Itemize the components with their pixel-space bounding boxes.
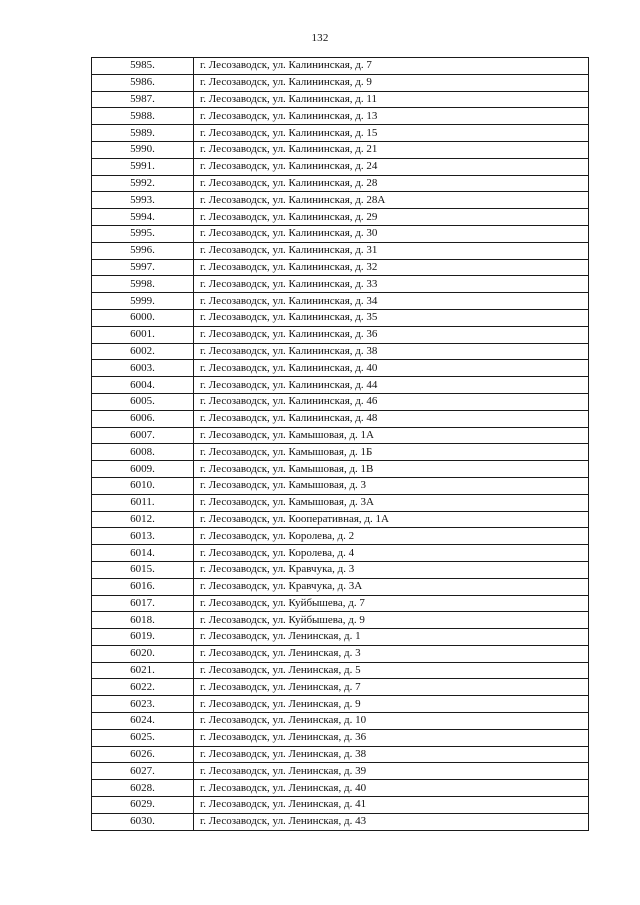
address-table <box>91 57 589 831</box>
table-row <box>92 561 589 578</box>
row-number: 6025. <box>92 729 194 746</box>
row-address: г. Лесозаводск, ул. Калининская, д. 13 <box>194 108 589 125</box>
row-number: 5989. <box>92 125 194 142</box>
table-row <box>92 612 589 629</box>
table-row <box>92 696 589 713</box>
row-address: г. Лесозаводск, ул. Ленинская, д. 43 <box>194 813 589 830</box>
row-address: г. Лесозаводск, ул. Калининская, д. 9 <box>194 74 589 91</box>
row-number: 5991. <box>92 158 194 175</box>
row-address: г. Лесозаводск, ул. Калининская, д. 48 <box>194 410 589 427</box>
row-number: 5986. <box>92 74 194 91</box>
row-address: г. Лесозаводск, ул. Ленинская, д. 40 <box>194 780 589 797</box>
row-address: г. Лесозаводск, ул. Ленинская, д. 10 <box>194 713 589 730</box>
row-address: г. Лесозаводск, ул. Ленинская, д. 1 <box>194 629 589 646</box>
row-number: 6004. <box>92 377 194 394</box>
table-row <box>92 326 589 343</box>
row-address: г. Лесозаводск, ул. Калининская, д. 44 <box>194 377 589 394</box>
table-row <box>92 125 589 142</box>
row-number: 6016. <box>92 578 194 595</box>
page-number: 132 <box>311 32 329 44</box>
table-row <box>92 494 589 511</box>
row-address: г. Лесозаводск, ул. Куйбышева, д. 7 <box>194 595 589 612</box>
table-row <box>92 209 589 226</box>
row-number: 6022. <box>92 679 194 696</box>
table-row <box>92 746 589 763</box>
table-row <box>92 780 589 797</box>
row-number: 6001. <box>92 326 194 343</box>
table-row <box>92 629 589 646</box>
row-number: 5995. <box>92 225 194 242</box>
table-row <box>92 309 589 326</box>
row-number: 6000. <box>92 309 194 326</box>
table-row <box>92 58 589 75</box>
table-row <box>92 595 589 612</box>
table-row <box>92 444 589 461</box>
row-number: 6002. <box>92 343 194 360</box>
table-row <box>92 276 589 293</box>
table-row <box>92 74 589 91</box>
row-number: 6012. <box>92 511 194 528</box>
row-number: 6020. <box>92 645 194 662</box>
row-address: г. Лесозаводск, ул. Калининская, д. 24 <box>194 158 589 175</box>
row-address: г. Лесозаводск, ул. Калининская, д. 28А <box>194 192 589 209</box>
row-number: 5997. <box>92 259 194 276</box>
row-number: 6009. <box>92 461 194 478</box>
table-row <box>92 545 589 562</box>
table-row <box>92 729 589 746</box>
row-address: г. Лесозаводск, ул. Королева, д. 2 <box>194 528 589 545</box>
table-row <box>92 813 589 830</box>
row-address: г. Лесозаводск, ул. Калининская, д. 28 <box>194 175 589 192</box>
row-number: 6023. <box>92 696 194 713</box>
table-row <box>92 461 589 478</box>
row-address: г. Лесозаводск, ул. Ленинская, д. 39 <box>194 763 589 780</box>
row-number: 5996. <box>92 242 194 259</box>
table-row <box>92 108 589 125</box>
row-address: г. Лесозаводск, ул. Калининская, д. 46 <box>194 393 589 410</box>
table-row <box>92 343 589 360</box>
row-address: г. Лесозаводск, ул. Кооперативная, д. 1А <box>194 511 589 528</box>
row-number: 6011. <box>92 494 194 511</box>
row-number: 6029. <box>92 797 194 814</box>
table-row <box>92 192 589 209</box>
row-number: 5985. <box>92 58 194 75</box>
row-number: 6024. <box>92 713 194 730</box>
row-number: 5987. <box>92 91 194 108</box>
row-number: 5999. <box>92 293 194 310</box>
row-number: 5988. <box>92 108 194 125</box>
table-row <box>92 91 589 108</box>
row-number: 6026. <box>92 746 194 763</box>
table-row <box>92 293 589 310</box>
table-row <box>92 377 589 394</box>
row-address: г. Лесозаводск, ул. Камышовая, д. 1А <box>194 427 589 444</box>
row-number: 5994. <box>92 209 194 226</box>
row-address: г. Лесозаводск, ул. Ленинская, д. 9 <box>194 696 589 713</box>
address-table-body <box>92 58 589 831</box>
row-address: г. Лесозаводск, ул. Калининская, д. 15 <box>194 125 589 142</box>
row-number: 5993. <box>92 192 194 209</box>
row-address: г. Лесозаводск, ул. Камышовая, д. 3 <box>194 477 589 494</box>
row-address: г. Лесозаводск, ул. Ленинская, д. 41 <box>194 797 589 814</box>
row-address: г. Лесозаводск, ул. Кравчука, д. 3 <box>194 561 589 578</box>
row-address: г. Лесозаводск, ул. Ленинская, д. 5 <box>194 662 589 679</box>
row-number: 6027. <box>92 763 194 780</box>
row-number: 6017. <box>92 595 194 612</box>
row-address: г. Лесозаводск, ул. Ленинская, д. 7 <box>194 679 589 696</box>
row-number: 5990. <box>92 141 194 158</box>
row-address: г. Лесозаводск, ул. Ленинская, д. 3 <box>194 645 589 662</box>
table-row <box>92 158 589 175</box>
row-number: 6028. <box>92 780 194 797</box>
row-number: 6010. <box>92 477 194 494</box>
table-row <box>92 477 589 494</box>
table-row <box>92 679 589 696</box>
row-address: г. Лесозаводск, ул. Калининская, д. 38 <box>194 343 589 360</box>
row-number: 6018. <box>92 612 194 629</box>
table-row <box>92 662 589 679</box>
table-row <box>92 763 589 780</box>
row-address: г. Лесозаводск, ул. Камышовая, д. 3А <box>194 494 589 511</box>
row-address: г. Лесозаводск, ул. Ленинская, д. 38 <box>194 746 589 763</box>
row-address: г. Лесозаводск, ул. Калининская, д. 33 <box>194 276 589 293</box>
row-number: 6005. <box>92 393 194 410</box>
row-address: г. Лесозаводск, ул. Куйбышева, д. 9 <box>194 612 589 629</box>
row-number: 6030. <box>92 813 194 830</box>
row-address: г. Лесозаводск, ул. Камышовая, д. 1Б <box>194 444 589 461</box>
row-number: 6007. <box>92 427 194 444</box>
row-address: г. Лесозаводск, ул. Калининская, д. 31 <box>194 242 589 259</box>
table-row <box>92 242 589 259</box>
row-number: 5998. <box>92 276 194 293</box>
table-row <box>92 645 589 662</box>
row-address: г. Лесозаводск, ул. Калининская, д. 34 <box>194 293 589 310</box>
row-address: г. Лесозаводск, ул. Калининская, д. 30 <box>194 225 589 242</box>
table-row <box>92 713 589 730</box>
row-address: г. Лесозаводск, ул. Ленинская, д. 36 <box>194 729 589 746</box>
row-address: г. Лесозаводск, ул. Калининская, д. 40 <box>194 360 589 377</box>
row-address: г. Лесозаводск, ул. Калининская, д. 11 <box>194 91 589 108</box>
table-row <box>92 225 589 242</box>
row-number: 6013. <box>92 528 194 545</box>
row-number: 6014. <box>92 545 194 562</box>
table-row <box>92 393 589 410</box>
row-number: 6015. <box>92 561 194 578</box>
row-number: 6021. <box>92 662 194 679</box>
table-row <box>92 141 589 158</box>
table-row <box>92 410 589 427</box>
row-number: 6003. <box>92 360 194 377</box>
row-address: г. Лесозаводск, ул. Калининская, д. 7 <box>194 58 589 75</box>
table-row <box>92 528 589 545</box>
table-row <box>92 578 589 595</box>
row-number: 6008. <box>92 444 194 461</box>
table-row <box>92 360 589 377</box>
row-address: г. Лесозаводск, ул. Калининская, д. 29 <box>194 209 589 226</box>
row-address: г. Лесозаводск, ул. Камышовая, д. 1В <box>194 461 589 478</box>
row-number: 6019. <box>92 629 194 646</box>
row-address: г. Лесозаводск, ул. Калининская, д. 36 <box>194 326 589 343</box>
row-address: г. Лесозаводск, ул. Калининская, д. 32 <box>194 259 589 276</box>
row-address: г. Лесозаводск, ул. Калининская, д. 21 <box>194 141 589 158</box>
row-address: г. Лесозаводск, ул. Кравчука, д. 3А <box>194 578 589 595</box>
table-row <box>92 797 589 814</box>
table-row <box>92 511 589 528</box>
table-row <box>92 259 589 276</box>
row-address: г. Лесозаводск, ул. Королева, д. 4 <box>194 545 589 562</box>
table-row <box>92 427 589 444</box>
row-address: г. Лесозаводск, ул. Калининская, д. 35 <box>194 309 589 326</box>
row-number: 5992. <box>92 175 194 192</box>
row-number: 6006. <box>92 410 194 427</box>
table-row <box>92 175 589 192</box>
